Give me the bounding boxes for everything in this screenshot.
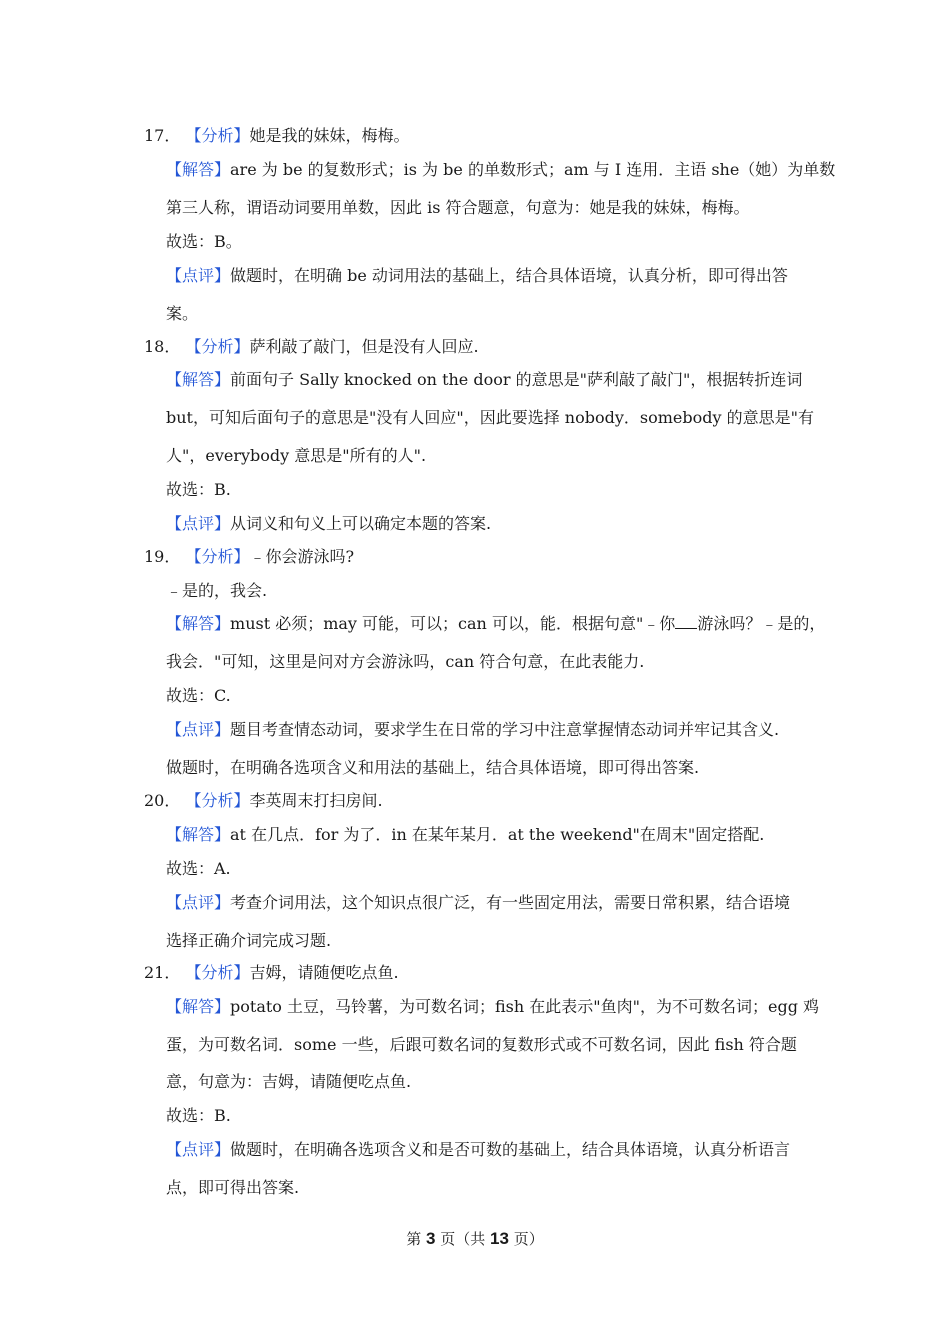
q19-analysis-line-2: ﹣是的，我会. [166,581,268,600]
analysis-label: 【分析】 [185,126,250,145]
page-footer [0,1229,950,1249]
q18-analysis-text: 萨利敲了敲门，但是没有人回应. [249,337,479,356]
q21-comment-line-1 [166,1140,790,1160]
footer-prefix: 第 [406,1230,427,1248]
q17-answer-line-1 [166,160,835,180]
q18-answer-line-1 [166,370,802,390]
fill-in-blank [675,614,697,629]
q20-analysis-line [144,791,383,811]
q20-number: 20． [144,791,181,810]
q21-answer-line-2: 蛋，为可数名词．some 一些，后跟可数名词的复数形式或不可数名词，因此 fish 符合题 [166,1035,797,1054]
q17-comment-text-1: 做题时，在明确 be 动词用法的基础上，结合具体语境，认真分析，即可得出答 [230,266,788,285]
q20-comment-line-2: 选择正确介词完成习题. [166,931,332,950]
q19-analysis-text: ﹣你会游泳吗? [249,547,355,566]
answer-label: 【解答】 [166,614,231,633]
q20-choice: 故选：A. [166,859,231,878]
q19-answer-text-1a: must 必须；may 可能，可以；can 可以，能．根据句意"﹣你 [230,614,676,633]
q18-comment-text-1: 从词义和句义上可以确定本题的答案. [230,514,492,533]
q21-choice: 故选：B. [166,1106,231,1125]
q18-choice: 故选：B. [166,480,231,499]
q17-analysis-text: 她是我的妹妹，梅梅。 [249,126,410,145]
comment-label: 【点评】 [166,266,231,285]
q17-comment-line-2: 案。 [166,304,199,323]
answer-label: 【解答】 [166,160,231,179]
comment-label: 【点评】 [166,893,231,912]
q21-comment-line-2: 点，即可得出答案. [166,1178,300,1197]
analysis-label: 【分析】 [185,337,250,356]
q19-comment-line-2: 做题时，在明确各选项含义和用法的基础上，结合具体语境，即可得出答案. [166,758,700,777]
q19-analysis-line [144,547,354,567]
q19-answer-text-1b: 游泳吗？﹣是的， [697,614,826,633]
q21-answer-line-3: 意，句意为：吉姆，请随便吃点鱼. [166,1072,412,1091]
q18-answer-text-1: 前面句子 Sally knocked on the door 的意思是"萨利敲了敲门"，根据转折连词 [230,370,803,389]
q21-answer-text-1: potato 土豆，马铃薯，为可数名词；fish 在此表示"鱼肉"，为不可数名词；egg 鸡 [230,997,820,1016]
q18-answer-line-3: 人"，everybody 意思是"所有的人". [166,446,427,465]
q18-comment-line-1 [166,514,491,534]
q21-answer-line-1 [166,997,819,1017]
q20-comment-line-1 [166,893,790,913]
analysis-label: 【分析】 [185,547,250,566]
q18-number: 18． [144,337,181,356]
page-number: 3 [426,1229,436,1248]
q19-choice: 故选：C. [166,686,231,705]
footer-middle: 页（共 [435,1230,491,1248]
total-pages: 13 [490,1229,509,1248]
answer-label: 【解答】 [166,997,231,1016]
q20-comment-text-1: 考查介词用法，这个知识点很广泛，有一些固定用法，需要日常积累，结合语境 [230,893,791,912]
q17-answer-text-1: are 为 be 的复数形式；is 为 be 的单数形式；am 与 I 连用．主语 she（她）为单数 [230,160,836,179]
q19-answer-line-1 [166,614,825,634]
q19-answer-line-2: 我会．"可知，这里是问对方会游泳吗，can 符合句意，在此表能力. [166,652,645,671]
answer-label: 【解答】 [166,370,231,389]
footer-suffix: 页） [508,1230,544,1248]
q21-analysis-text: 吉姆，请随便吃点鱼. [249,963,399,982]
q21-number: 21． [144,963,181,982]
q21-comment-text-1: 做题时，在明确各选项含义和是否可数的基础上，结合具体语境，认真分析语言 [230,1140,791,1159]
q19-comment-line-1 [166,720,779,740]
q18-analysis-line [144,337,479,357]
answer-label: 【解答】 [166,825,231,844]
q17-number: 17． [144,126,181,145]
q20-answer-text-1: at 在几点．for 为了．in 在某年某月．at the weekend"在周末"固定搭配. [230,825,765,844]
q19-number: 19． [144,547,181,566]
analysis-label: 【分析】 [185,791,250,810]
comment-label: 【点评】 [166,514,231,533]
analysis-label: 【分析】 [185,963,250,982]
q17-analysis-line [144,126,410,146]
q20-analysis-text: 李英周末打扫房间. [249,791,383,810]
q20-answer-line-1 [166,825,764,845]
comment-label: 【点评】 [166,1140,231,1159]
q21-analysis-line [144,963,399,983]
q17-answer-line-2: 第三人称，谓语动词要用单数，因此 is 符合题意，句意为：她是我的妹妹，梅梅。 [166,198,750,217]
q19-comment-text-1: 题目考查情态动词，要求学生在日常的学习中注意掌握情态动词并牢记其含义. [230,720,780,739]
q17-comment-line-1 [166,266,788,286]
comment-label: 【点评】 [166,720,231,739]
q17-choice: 故选：B。 [166,232,242,251]
q18-answer-line-2: but，可知后面句子的意思是"没有人回应"，因此要选择 nobody．somebody 的意思是"有 [166,408,814,427]
